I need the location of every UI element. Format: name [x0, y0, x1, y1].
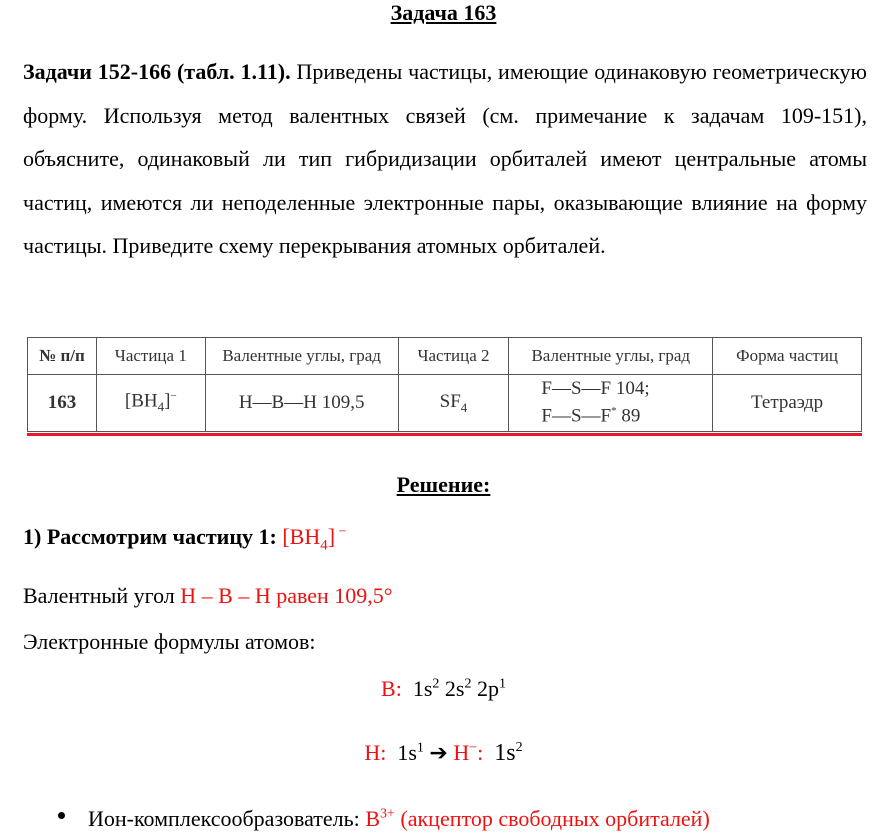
header-particle-1: Частица 1 [96, 338, 205, 375]
cell-angles-1: H—B—H 109,5 [205, 375, 398, 432]
electron-formulas-label: Электронные формулы атомов: [23, 629, 316, 654]
header-angles-2: Валентные углы, град [509, 338, 713, 375]
data-table-container [27, 337, 862, 432]
problem-text: Приведены частицы, имеющие одинаковую геометрическую форму. Используя метод валентных связей (см. примечание к задачам 109-151), объясните, одинаковый ли тип гибридизации орбиталей имеют центральные атомы частиц, имеются ли неподеленные электронные пары, оказывающие влияние на форму частицы. Приведите схему перекрывания атомных орбиталей. [23, 59, 867, 258]
problem-reference: Задачи 152-166 (табл. 1.11). [23, 59, 291, 84]
header-particle-2: Частица 2 [398, 338, 509, 375]
hydrogen-formula: $1s^1$ [397, 740, 424, 765]
cell-number: 163 [28, 375, 97, 432]
hydride-label: H−: [453, 740, 484, 765]
table-header-row [28, 338, 862, 375]
table-row [28, 375, 862, 432]
problem-statement [23, 50, 867, 268]
boron-label: B: [381, 676, 402, 701]
cell-angles-2: F—S—F 104; F—S—F* 89 [509, 375, 713, 432]
header-shape: Форма частиц [713, 338, 862, 375]
header-angles-1: Валентные углы, град [205, 338, 398, 375]
solution-title: Решение: [396, 472, 491, 497]
cell-particle-2: $SF_4$ [398, 375, 509, 432]
bond-angle-value: H – B – H равен 109,5° [180, 583, 393, 608]
bond-angle-line: Валентный угол H – B – H равен 109,5° [23, 583, 393, 608]
boron-formula-line [0, 676, 887, 702]
page-title: Задача 163 [390, 0, 497, 25]
complex-former-value: $B^{3+}$ (акцептор свободных орбиталей) [365, 806, 710, 831]
cell-particle-1: $[BH_4]^-$ [96, 375, 205, 432]
hydrogen-formula-line [0, 740, 887, 767]
complex-former-line: Ион-комплексообразователь: $B^{3+}$ (акцептор свободных орбиталей) [88, 806, 710, 831]
table-underline [27, 433, 862, 436]
header-number: № п/п [28, 338, 97, 375]
boron-formula: $1s^2$ $2s^2$ $2p^1$ [412, 676, 506, 701]
step-1-particle: $[BH_4]$ − [282, 524, 347, 554]
hydride-formula: $1s^2$ [494, 740, 523, 766]
arrow-icon: ➔ [429, 740, 448, 765]
cell-shape: Тетраэдр [713, 375, 862, 432]
step-1-heading: 1) Рассмотрим частицу 1: $[BH_4]$ − [23, 524, 347, 554]
particles-table [27, 337, 862, 432]
bullet-icon [58, 812, 65, 819]
hydrogen-label: H: [364, 740, 387, 765]
